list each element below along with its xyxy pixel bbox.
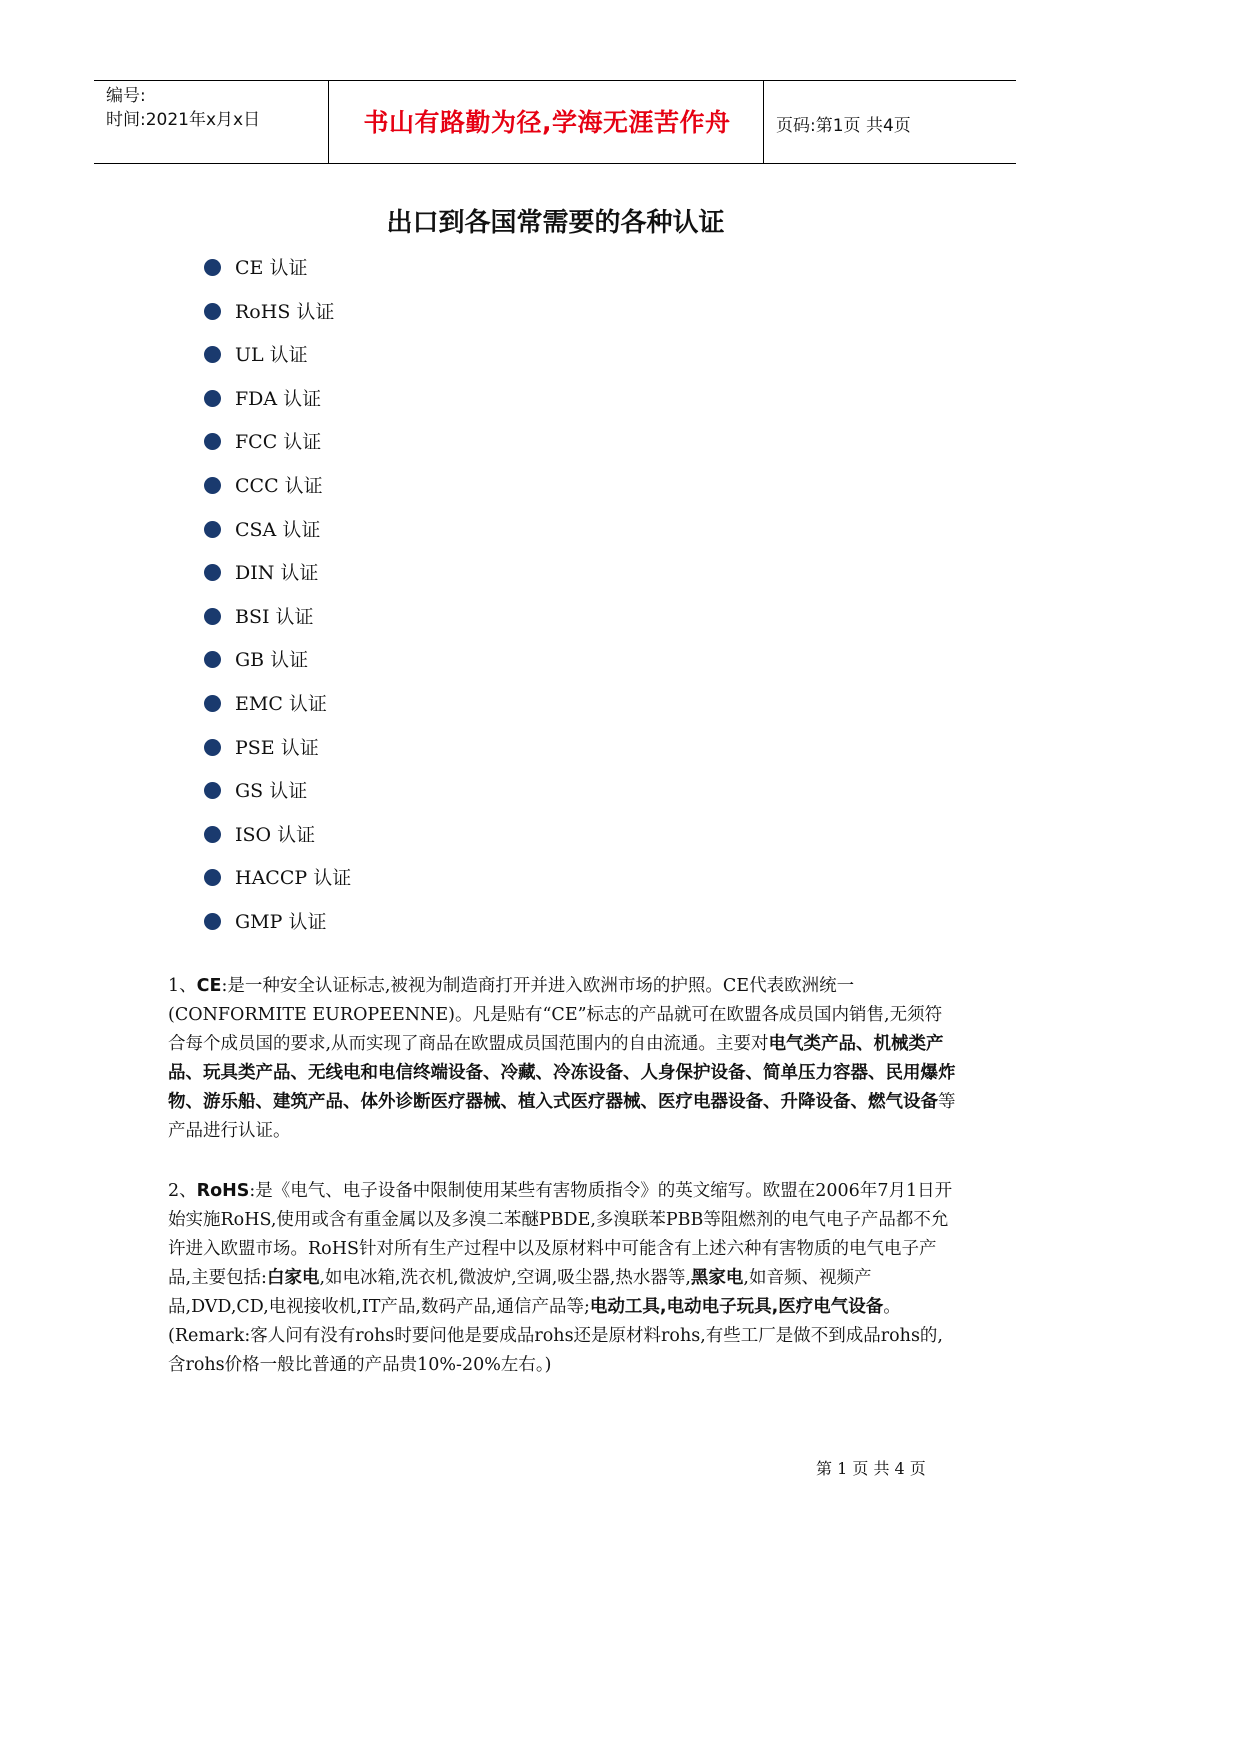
rohs-description: :是《电气、电子设备中限制使用某些有害物质指令》的英文缩写。欧盟在2006年7月1日开始实施RoHS,使用或含有重金属以及多溴二苯醚PBDE,多溴联苯PBB等阻燃剂的电气电子产品都不允许进入欧盟市场。RoHS针对所有生产过程中以及原材料中可能含有上述六种有害物质的电气电子产品,主要包括: — [168, 1181, 953, 1288]
list-item — [204, 690, 351, 734]
page-number-label: 页码:第1页 共4页 — [776, 116, 911, 136]
bullet-icon — [204, 390, 221, 407]
bullet-icon — [204, 259, 221, 276]
certification-name: CE 认证 — [235, 257, 308, 279]
rohs-white-goods-examples: ,如电冰箱,洗衣机,微波炉,空调,吸尘器,热水器等, — [319, 1268, 691, 1288]
bullet-icon — [204, 695, 221, 712]
certification-name: GB 认证 — [235, 649, 309, 672]
list-item — [204, 864, 351, 908]
certification-name: FCC 认证 — [235, 431, 322, 454]
list-item — [204, 341, 351, 385]
list-item — [204, 254, 351, 298]
ce-term: CE — [196, 976, 222, 996]
rohs-remark: 。(Remark:客人问有没有rohs时要问他是要成品rohs还是原材料rohs,有些工厂是做不到成品rohs的,含rohs价格一般比普通的产品贵10%-20%左右。) — [168, 1297, 943, 1375]
list-item — [204, 516, 351, 560]
bullet-icon — [204, 739, 221, 756]
bullet-icon — [204, 346, 221, 363]
ce-description-end: 等产品进行认证。 — [168, 1092, 956, 1141]
rohs-black-goods-examples: ,如音频、视频产品,DVD,CD,电视接收机,IT产品,数码产品,通信产品等; — [168, 1268, 872, 1317]
bullet-icon — [204, 303, 221, 320]
rohs-paragraph — [168, 1177, 958, 1380]
bullet-icon — [204, 826, 221, 843]
certification-name: FDA 认证 — [235, 387, 322, 410]
ce-product-list: 电气类产品、机械类产品、玩具类产品、无线电和电信终端设备、冷藏、冷冻设备、人身保护设备、简单压力容器、民用爆炸物、游乐船、建筑产品、体外诊断医疗器械、植入式医疗器械、医疗电器设备、升降设备、燃气设备 — [168, 1034, 956, 1112]
time-label: 时间:2021年x月x日 — [106, 110, 261, 130]
bullet-icon — [204, 608, 221, 625]
bullet-icon — [204, 782, 221, 799]
list-item — [204, 777, 351, 821]
list-item — [204, 385, 351, 429]
list-item — [204, 603, 351, 647]
number-label: 编号: — [106, 86, 146, 106]
certification-name: UL 认证 — [235, 344, 308, 367]
list-item — [204, 559, 351, 603]
rohs-tools-toys-medical: 电动工具,电动电子玩具,医疗电气设备 — [589, 1297, 884, 1317]
page-footer: 第 1 页 共 4 页 — [816, 1459, 926, 1478]
header-divider — [328, 81, 329, 163]
certification-name: BSI 认证 — [235, 605, 314, 628]
rohs-black-goods: 黑家电 — [690, 1268, 744, 1288]
certification-name: DIN 认证 — [235, 562, 319, 585]
rohs-term: RoHS — [196, 1181, 250, 1201]
list-item — [204, 298, 351, 342]
header-table — [94, 80, 1016, 164]
list-item — [204, 908, 351, 952]
header-divider — [763, 81, 764, 163]
ce-description: :是一种安全认证标志,被视为制造商打开并进入欧洲市场的护照。CE代表欧洲统一(CONFORMITE EUROPEENNE)。凡是贴有“CE”标志的产品就可在欧盟各成员国内销售,无须符合每个成员国的要求,从而实现了商品在欧盟成员国范围内的自由流通。主要对 — [168, 976, 943, 1054]
certification-list — [204, 254, 351, 952]
certification-name: HACCP 认证 — [235, 867, 352, 890]
bullet-icon — [204, 869, 221, 886]
bullet-icon — [204, 433, 221, 450]
bullet-icon — [204, 564, 221, 581]
header-left-cell — [106, 84, 260, 132]
rohs-white-goods: 白家电 — [266, 1268, 320, 1288]
section-number: 2、 — [168, 1181, 197, 1201]
bullet-icon — [204, 521, 221, 538]
certification-name: ISO 认证 — [235, 823, 316, 846]
list-item — [204, 821, 351, 865]
bullet-icon — [204, 651, 221, 668]
certification-name: PSE 认证 — [235, 736, 319, 759]
certification-name: RoHS 认证 — [235, 300, 335, 323]
bullet-icon — [204, 913, 221, 930]
list-item — [204, 646, 351, 690]
certification-name: EMC 认证 — [235, 692, 327, 715]
bullet-icon — [204, 477, 221, 494]
page-title: 出口到各国常需要的各种认证 — [386, 208, 725, 238]
certification-name: CSA 认证 — [235, 518, 321, 541]
certification-name: GMP 认证 — [235, 910, 327, 933]
ce-paragraph — [168, 972, 958, 1146]
list-item — [204, 428, 351, 472]
header-motto: 书山有路勤为径,学海无涯苦作舟 — [363, 108, 731, 137]
certification-name: GS 认证 — [235, 780, 308, 803]
list-item — [204, 734, 351, 778]
section-number: 1、 — [168, 976, 197, 996]
certification-name: CCC 认证 — [235, 474, 323, 497]
list-item — [204, 472, 351, 516]
